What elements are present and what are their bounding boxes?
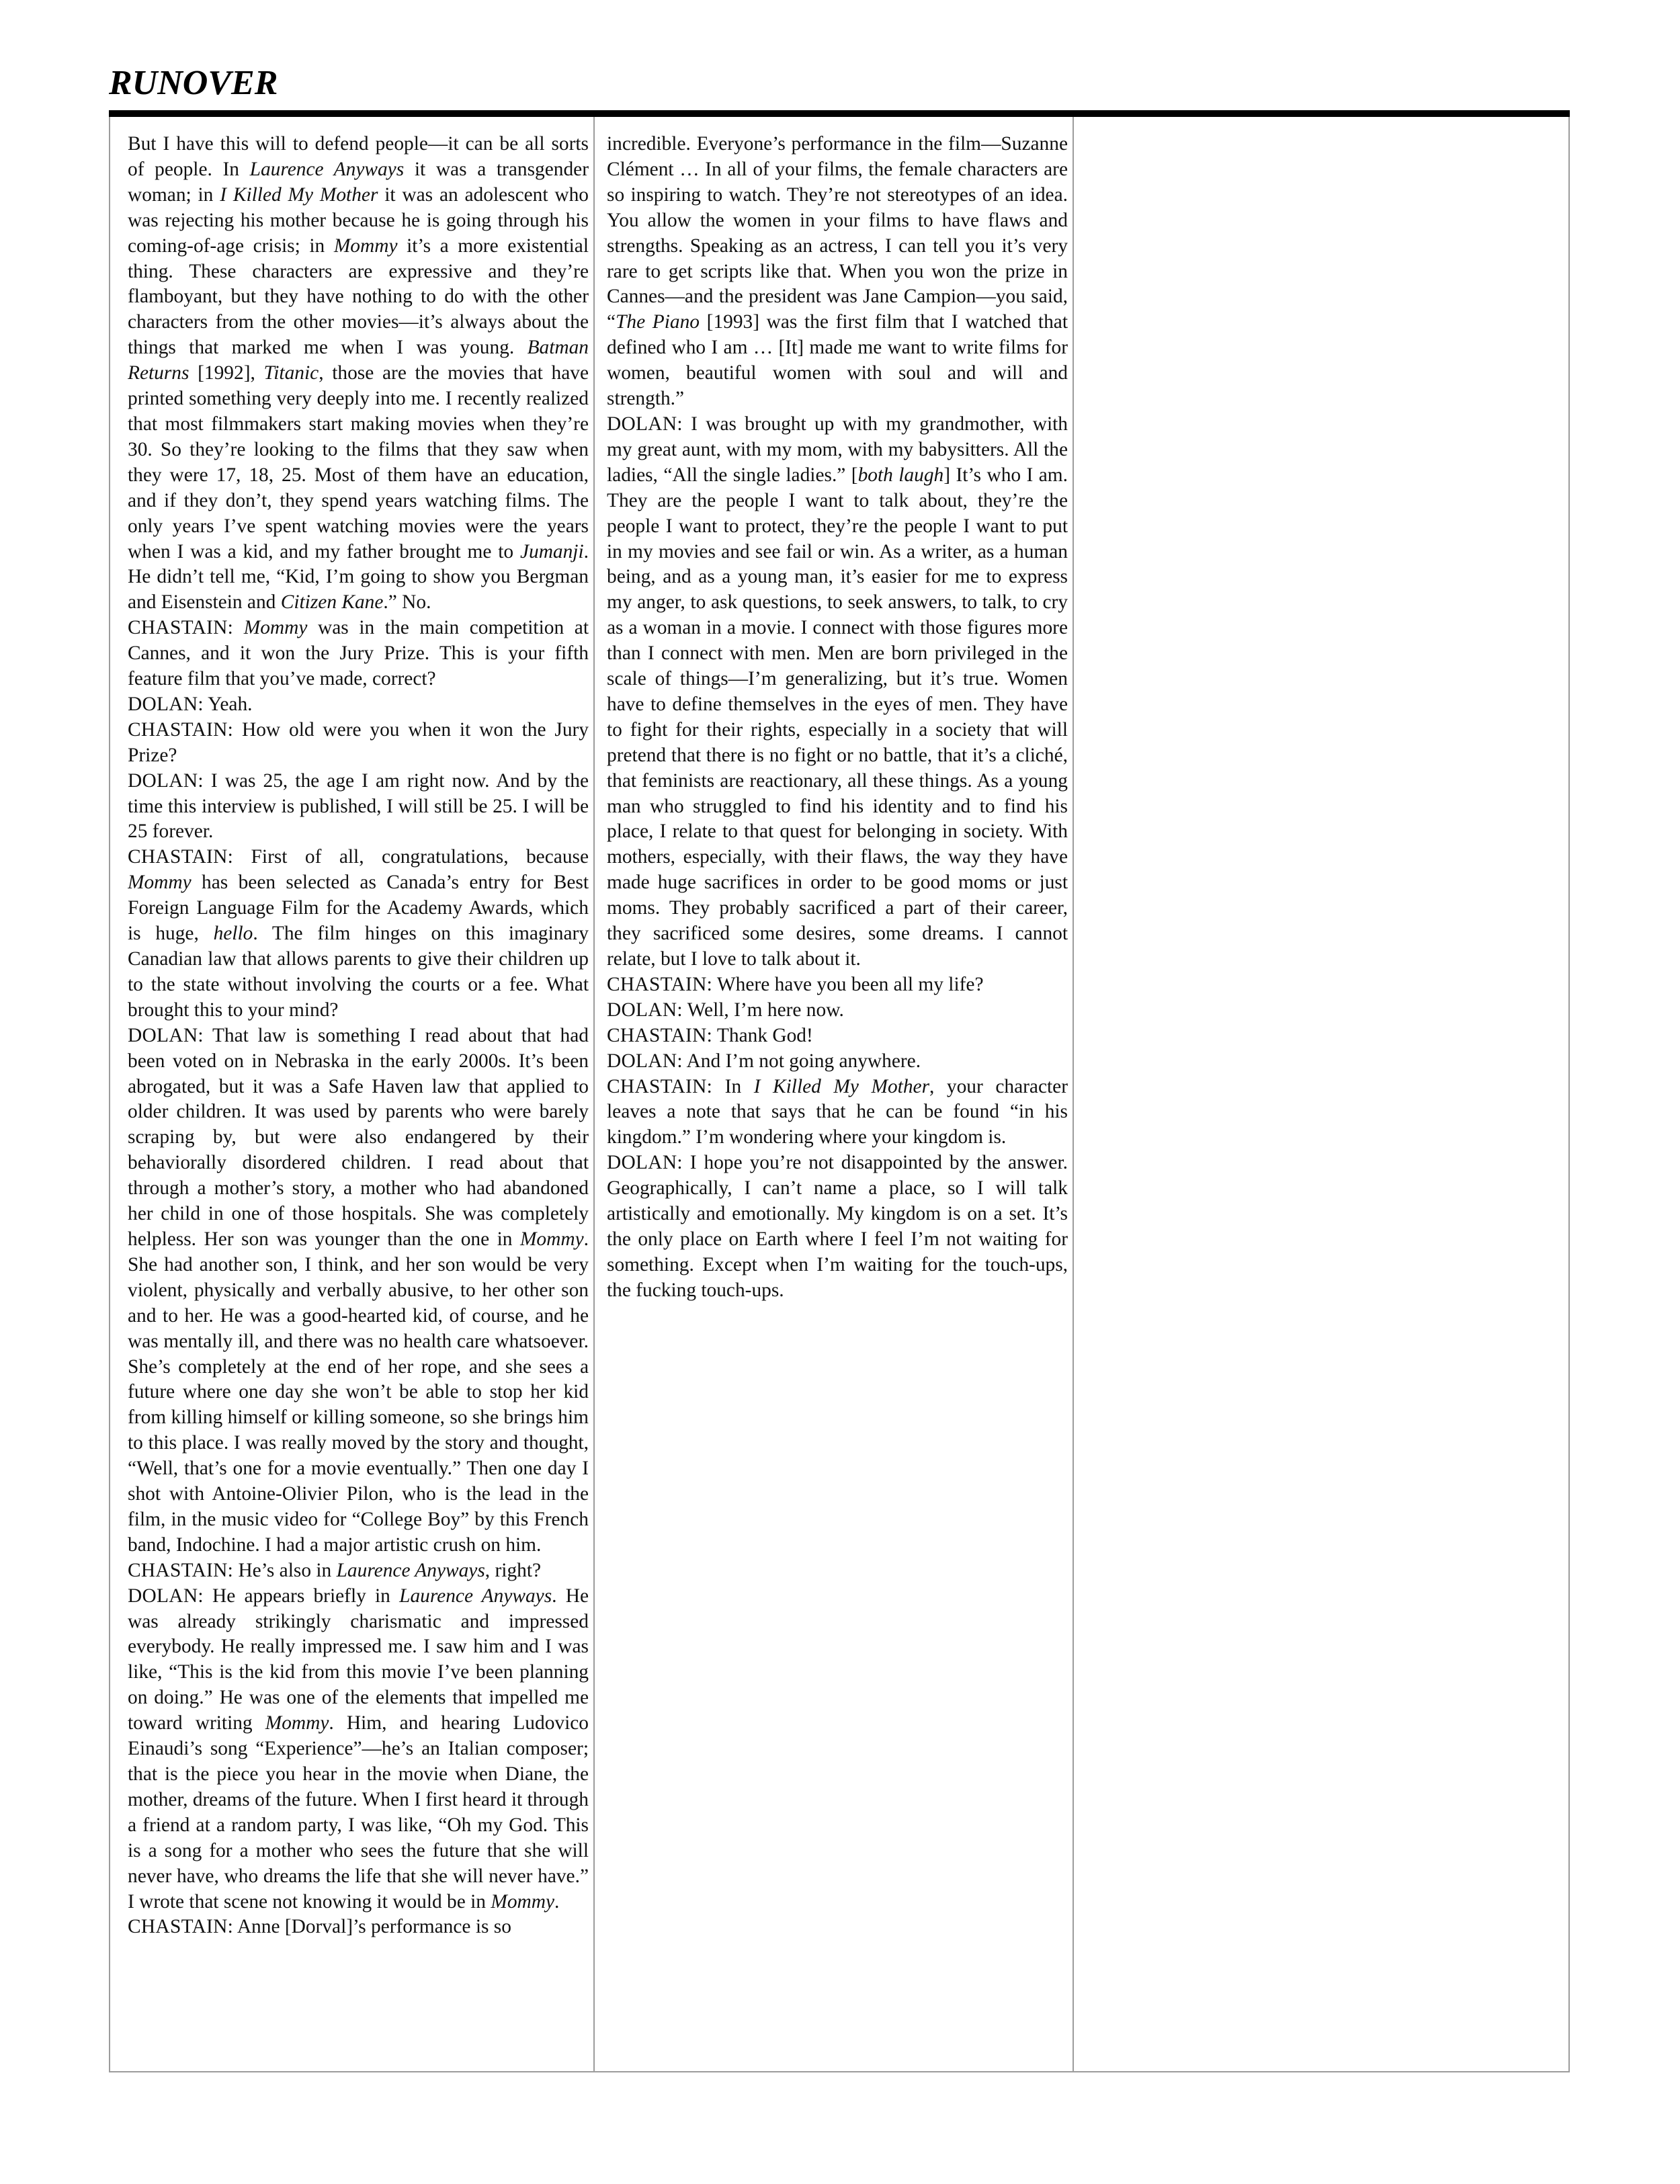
italic-title: Mommy [243, 617, 308, 639]
italic-title: both laugh [857, 464, 944, 486]
paragraph [607, 1023, 1068, 1049]
italic-title: Mommy [265, 1712, 329, 1734]
text-run: ] It’s who I am. They are the people I want to talk about, they’re the people I want to protect, they’re the people I want to put in my movies and see fail or win. As a writer, as a human being, and as a young man, it’s easier for me to express my anger, to ask questions, to seek answers, to talk, to cry as a woman in a movie. I connect with those figures more than I connect with men. Men are born privileged in the scale of things—I’m generalizing, but it’s true. Women have to define themselves in the eyes of men. They have to fight for their rights, especially in a society that will pretend that there is no fight or no battle, that it’s a cliché, that feminists are reactionary, all these things. As a young man who struggled to find his identity and to find his place, I relate to that quest for belonging in society. With mothers, especially, with their flaws, the way they have made huge sacrifices in order to be good moms or just moms. They probably sacrificed a part of their career, they sacrificed some desires, some dreams. I cannot relate, but I love to talk about it. [607, 464, 1068, 970]
text-run: Where have you been all my life? [712, 973, 984, 995]
column-divider-1 [593, 117, 595, 2072]
italic-title: Mommy [128, 872, 192, 894]
speaker-label: CHASTAIN: [128, 1559, 234, 1581]
italic-title: Jumanji [519, 540, 584, 562]
text-run: I was brought up with my grandmother, with my great aunt, with my mom, with my babysitters. All the ladies, “All the single ladies.” [ [607, 413, 1068, 486]
text-run: it was a transgender woman; in [128, 158, 589, 206]
paragraph [128, 1023, 589, 1558]
paragraph [607, 412, 1068, 972]
text-column-3 [1086, 132, 1547, 2067]
paragraph [128, 1558, 589, 1584]
text-run: I was 25, the age I am right now. And by the time this interview is published, I will still be 25. I will be 25 forever. [128, 769, 589, 843]
italic-title: hello [213, 923, 253, 945]
text-run: Anne [Dorval]’s performance is so [233, 1916, 511, 1938]
text-run: was in the main competition at Cannes, and it won the Jury Prize. This is your fifth feature film that you’ve made, correct? [128, 617, 589, 690]
text-run: , your character leaves a note that says that he can be found “in his kingdom.” I’m wondering where your kingdom is. [607, 1075, 1068, 1148]
text-run: [1992], [189, 362, 264, 384]
paragraph [128, 769, 589, 845]
speaker-label: CHASTAIN: [128, 617, 234, 639]
text-run: , right? [485, 1559, 542, 1581]
italic-title: Mommy [519, 1228, 584, 1250]
text-run: . Him, and hearing Ludovico Einaudi’s song “Experience”—he’s an Italian composer; that is the piece you hear in the movie when Diane, the mother, dreams of the future. When I first heard it through a friend at a random party, I was like, “Oh my God. This is a song for a mother who sees the future that she will never have, who dreams the life that she will never have.” I wrote that scene not knowing it would be in [128, 1712, 589, 1913]
text-run: Thank God! [712, 1024, 813, 1046]
text-run: it’s a more existential thing. These characters are expressive and they’re flamboyant, but they have nothing to do with the other characters from the other movies—it’s always about the things that marked me when I was young. [128, 235, 589, 359]
italic-title: Laurence Anyways [249, 158, 405, 180]
column-divider-2 [1073, 117, 1074, 2072]
paragraph [607, 972, 1068, 998]
italic-title: Batman Returns [128, 337, 589, 384]
text-column-1 [128, 132, 589, 2067]
speaker-label: CHASTAIN: [128, 846, 234, 868]
text-column-2 [607, 132, 1068, 2067]
text-run: . The film hinges on this imaginary Canadian law that allows parents to give their children up to the state without involving the courts or a fee. What brought this to your mind? [128, 923, 589, 1021]
paragraph [128, 616, 589, 692]
text-run: . He didn’t tell me, “Kid, I’m going to show you Bergman and Eisenstein and [128, 540, 589, 614]
paragraph [607, 1150, 1068, 1303]
speaker-label: CHASTAIN: [607, 1024, 713, 1046]
text-run: Well, I’m here now. [682, 999, 844, 1021]
text-run: I hope you’re not disappointed by the answer. Geographically, I can’t name a place, so I will talk artistically and emotionally. My kingdom is on a set. It’s the only place on Earth where I feel I’m not waiting for something. Except when I’m waiting for the touch-ups, the fucking touch-ups. [607, 1152, 1068, 1301]
italic-title: Mommy [333, 235, 398, 257]
text-run: He appears briefly in [203, 1585, 400, 1607]
paragraph [128, 1915, 589, 1940]
speaker-label: DOLAN: [128, 769, 204, 792]
text-run: How old were you when it won the Jury Prize? [128, 718, 589, 766]
speaker-label: CHASTAIN: [128, 718, 234, 741]
speaker-label: DOLAN: [128, 693, 204, 715]
text-run: In [712, 1075, 754, 1097]
italic-title: The Piano [616, 311, 700, 333]
paragraph [607, 132, 1068, 412]
text-run: . He was already strikingly charismatic and impressed everybody. He really impressed me. I saw him and I was like, “This is the kid from this movie I’ve been planning on doing.” He was one of the elements that impelled me toward writing [128, 1585, 589, 1734]
section-title: RUNOVER [109, 64, 278, 102]
italic-title: I Killed My Mother [753, 1075, 930, 1097]
paragraph [607, 998, 1068, 1023]
speaker-label: DOLAN: [128, 1024, 204, 1046]
text-run: .” No. [383, 591, 431, 614]
text-run [233, 617, 244, 638]
text-run: That law is something I read about that had been voted on in Nebraska in the early 2000s. It’s been abrogated, but it was a Safe Haven law that applied to older children. It was used by parents who were barely scraping by, but were also endangered by their behaviorally disordered children. I read about that through a mother’s story, a mother who had abandoned her child in one of those hospitals. She was completely helpless. Her son was younger than the one in [128, 1024, 589, 1250]
header-rule [109, 110, 1570, 117]
text-run: it was an adolescent who was rejecting his mother because he is going through his coming-of-age crisis; in [128, 183, 589, 257]
speaker-label: DOLAN: [607, 1152, 683, 1174]
speaker-label: DOLAN: [607, 413, 683, 435]
text-run: But I have this will to defend people—it can be all sorts of people. In [128, 133, 589, 180]
speaker-label: DOLAN: [128, 1585, 204, 1607]
paragraph [607, 1049, 1068, 1075]
text-run: . She had another son, I think, and her son would be very violent, physically and verbally abusive, to her other son and to her. He was a good-hearted kid, of course, and he was mentally ill, and there was no health care whatsoever. She’s completely at the end of her rope, and she sees a future where one day she won’t be able to stop her kid from killing himself or killing someone, so she brings him to this place. I was really moved by the story and thought, “Well, that’s one for a movie eventually.” Then one day I shot with Antoine-Olivier Pilon, who is the lead in the film, in the music video for “College Boy” by this French band, Indochine. I had a major artistic crush on him. [128, 1228, 589, 1556]
paragraph [128, 718, 589, 769]
speaker-label: CHASTAIN: [128, 1916, 234, 1938]
text-run: And I’m not going anywhere. [682, 1050, 921, 1072]
italic-title: Laurence Anyways [399, 1585, 552, 1607]
paragraph [128, 1584, 589, 1915]
text-run: He’s also in [233, 1559, 337, 1581]
speaker-label: CHASTAIN: [607, 1075, 713, 1097]
paragraph [128, 692, 589, 718]
italic-title: Citizen Kane [280, 591, 384, 614]
italic-title: I Killed My Mother [220, 183, 378, 206]
text-run: . [554, 1890, 560, 1913]
paragraph [128, 845, 589, 1023]
speaker-label: DOLAN: [607, 1050, 683, 1072]
speaker-label: DOLAN: [607, 999, 683, 1021]
paragraph [128, 132, 589, 616]
text-run: [1993] was the first film that I watched that defined who I am … [It] made me want to write films for women, beautiful women with soul and will and strength.” [607, 311, 1068, 410]
text-run: , those are the movies that have printed something very deeply into me. I recently realized that most filmmakers start making movies when they’re 30. So they’re looking to the films that they saw when they were 17, 18, 25. Most of them have an education, and if they don’t, they spend years watching films. The only years I’ve spent watching movies were the years when I was a kid, and my father brought me to [128, 362, 589, 562]
text-run: First of all, congratulations, because [233, 846, 589, 868]
text-run: incredible. Everyone’s performance in the film—Suzanne Clément … In all of your films, the female characters are so inspiring to watch. They’re not stereotypes of an idea. You allow the women in your films to have flaws and strengths. Speaking as an actress, I can tell you it’s very rare to get scripts like that. When you won the prize in Cannes—and the president was Jane Campion—you said, “ [607, 133, 1068, 333]
paragraph [607, 1075, 1068, 1151]
text-run: has been selected as Canada’s entry for Best Foreign Language Film for the Academy Awards, which is huge, [128, 872, 589, 945]
text-run: Yeah. [203, 693, 253, 715]
italic-title: Titanic [263, 362, 319, 384]
italic-title: Mommy [491, 1890, 555, 1913]
italic-title: Laurence Anyways [336, 1559, 485, 1581]
speaker-label: CHASTAIN: [607, 973, 713, 995]
